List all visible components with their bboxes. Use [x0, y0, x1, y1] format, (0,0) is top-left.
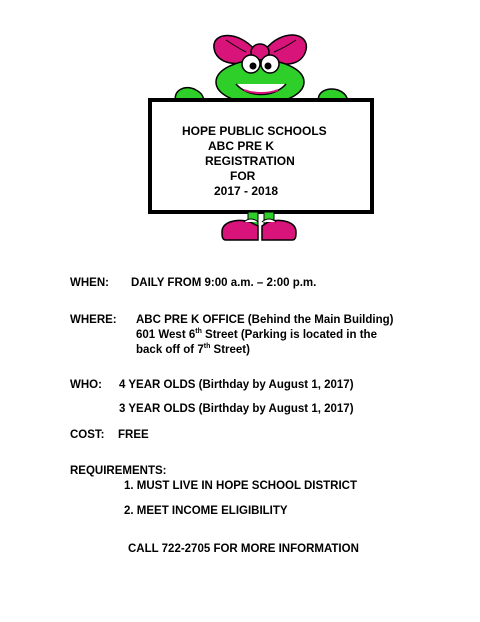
- sign-registration: REGISTRATION: [205, 154, 295, 168]
- sign-school-name: HOPE PUBLIC SCHOOLS: [182, 124, 327, 138]
- pink-shoes-icon: [222, 219, 296, 240]
- requirement-1: 1. MUST LIVE IN HOPE SCHOOL DISTRICT: [124, 480, 358, 492]
- where-label: WHERE:: [70, 314, 117, 326]
- cost-label: COST:: [70, 429, 105, 441]
- who-item-1: 4 YEAR OLDS (Birthday by August 1, 2017): [119, 379, 354, 391]
- requirements-label: REQUIREMENTS:: [70, 465, 167, 477]
- who-label: WHO:: [70, 379, 102, 391]
- sign-year: 2017 - 2018: [214, 184, 279, 198]
- cost-value: FREE: [118, 429, 149, 441]
- where-line-2: 601 West 6th Street (Parking is located in the: [136, 328, 377, 341]
- who-item-2: 3 YEAR OLDS (Birthday by August 1, 2017): [119, 403, 354, 415]
- where-line-1: ABC PRE K OFFICE (Behind the Main Building): [136, 314, 394, 326]
- call-info: CALL 722-2705 FOR MORE INFORMATION: [128, 543, 359, 555]
- sign-for: FOR: [230, 169, 256, 183]
- sign-program: ABC PRE K: [208, 139, 275, 153]
- where-line-3: back off of 7th Street): [136, 343, 250, 356]
- requirement-2: 2. MEET INCOME ELIGIBILITY: [124, 505, 288, 517]
- when-value: DAILY FROM 9:00 a.m. – 2:00 p.m.: [131, 277, 317, 289]
- when-label: WHEN:: [70, 277, 109, 289]
